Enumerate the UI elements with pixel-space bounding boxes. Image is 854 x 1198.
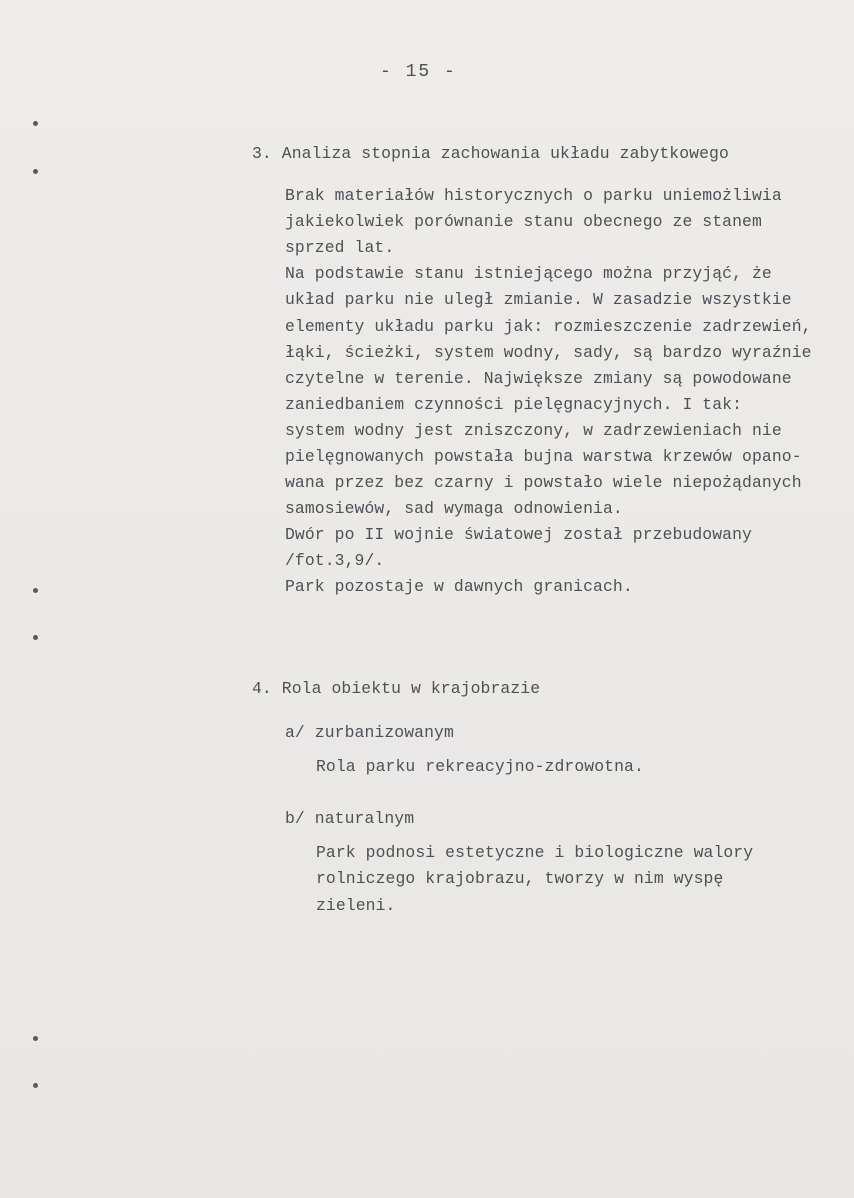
punch-hole (33, 1083, 38, 1088)
section-3-line: układ parku nie uległ zmianie. W zasadzie wszystkie (285, 290, 792, 309)
section-3-line: czytelne w terenie. Największe zmiany są powodowane (285, 369, 792, 388)
section-3-line: pielęgnowanych powstała bujna warstwa krzewów opano- (285, 447, 802, 466)
section-3-line: sprzed lat. (285, 238, 395, 257)
section-3-line: elementy układu parku jak: rozmieszczenie zadrzewień, (285, 317, 812, 336)
page-number: - 15 - (380, 62, 457, 82)
punch-hole (33, 1036, 38, 1041)
section-3-line: samosiewów, sad wymaga odnowienia. (285, 499, 623, 518)
punch-hole (33, 121, 38, 126)
section-3-line: Brak materiałów historycznych o parku uniemożliwia (285, 186, 782, 205)
subsection-b-line: rolniczego krajobrazu, tworzy w nim wyspę (316, 869, 724, 888)
section-3-line: wana przez bez czarny i powstało wiele niepożądanych (285, 473, 802, 492)
section-3-line: jakiekolwiek porównanie stanu obecnego ze stanem (285, 212, 762, 231)
section-3-line: system wodny jest zniszczony, w zadrzewieniach nie (285, 421, 782, 440)
subsection-b-label: b/ naturalnym (285, 809, 415, 828)
punch-hole (33, 169, 38, 174)
section-3-line: Dwór po II wojnie światowej został przebudowany (285, 525, 752, 544)
punch-hole (33, 635, 38, 640)
subsection-b-line: Park podnosi estetyczne i biologiczne walory (316, 843, 754, 862)
punch-hole (33, 588, 38, 593)
subsection-a-label: a/ zurbanizowanym (285, 723, 454, 742)
section-3-line: /fot.3,9/. (285, 551, 385, 570)
section-3-line: Park pozostaje w dawnych granicach. (285, 577, 633, 596)
subsection-a-line: Rola parku rekreacyjno-zdrowotna. (316, 757, 644, 776)
section-3-heading: 3. Analiza stopnia zachowania układu zabytkowego (252, 144, 729, 163)
section-3-line: łąki, ścieżki, system wodny, sady, są bardzo wyraźnie (285, 343, 812, 362)
subsection-b-line: zieleni. (316, 896, 396, 915)
section-3-line: zaniedbaniem czynności pielęgnacyjnych. I tak: (285, 395, 743, 414)
section-3-line: Na podstawie stanu istniejącego można przyjąć, że (285, 264, 772, 283)
section-4-heading: 4. Rola obiektu w krajobrazie (252, 679, 541, 698)
